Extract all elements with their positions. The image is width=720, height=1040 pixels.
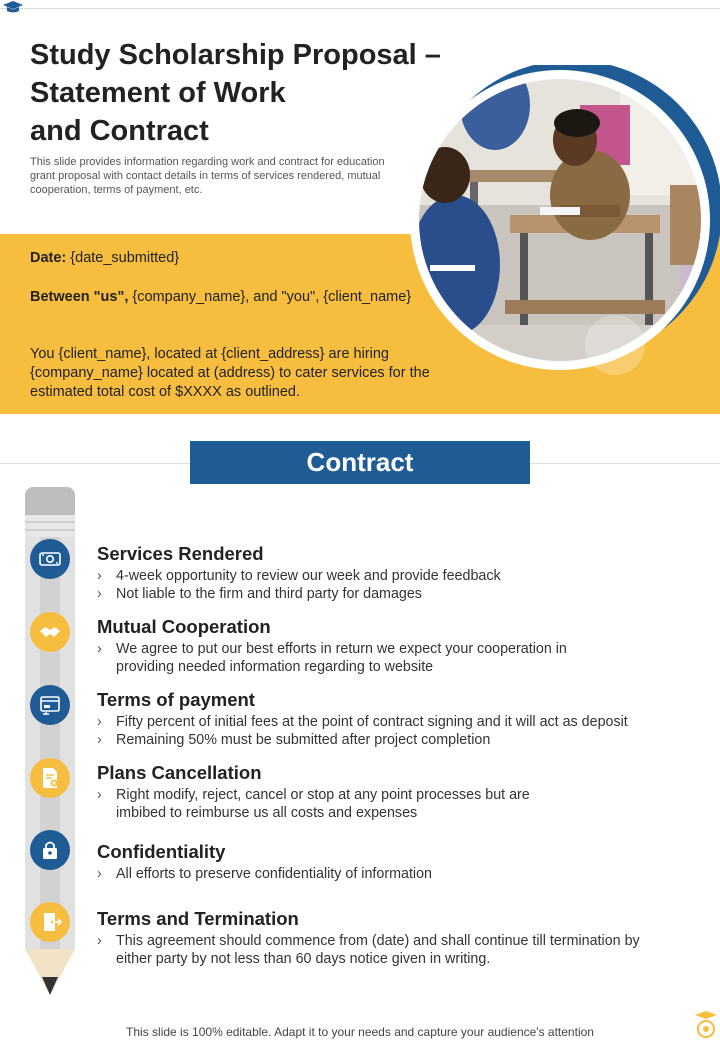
cancel-document-icon [30,758,70,798]
exit-door-icon [30,902,70,942]
item-title-confidentiality: Confidentiality [97,841,226,862]
item-title-services-rendered: Services Rendered [97,543,264,564]
handshake-icon [30,612,70,652]
item-title-terms-and-termination: Terms and Termination [97,908,299,929]
list-item: › Right modify, reject, cancel or stop at any point processes but are imbibed to reimburse us all costs and expenses [97,787,530,821]
lock-icon [30,830,70,870]
item-title-plans-cancellation: Plans Cancellation [97,762,262,783]
list-item: › Not liable to the firm and third party for damages [97,586,422,602]
payment-icon [30,685,70,725]
list-item: › This agreement should commence from (date) and shall continue till termination by either party by not less than 60 days notice given in writing. [97,933,640,967]
top-divider [0,8,720,9]
list-item: › 4-week opportunity to review our week and provide feedback [97,568,501,584]
list-item: › All efforts to preserve confidentiality of information [97,866,433,882]
list-item: › Remaining 50% must be submitted after project completion [97,732,491,748]
list-item: › Fifty percent of initial fees at the point of contract signing and it will act as deposit [97,714,628,730]
graduation-medal-icon [694,1010,718,1040]
date-line: Date: {date_submitted} [30,250,180,266]
money-icon [30,539,70,579]
contract-heading: Contract [190,441,530,484]
hiring-statement: You {client_name}, located at {client_address} are hiring {company_name} located at (address) to cater services for the estimated total cost of $XXXX as outlined. [30,346,430,400]
list-item: › We agree to put our best efforts in return we expect your cooperation in providing needed information regarding to website [97,641,567,675]
item-title-terms-of-payment: Terms of payment [97,689,255,710]
graduation-cap-icon [2,0,24,14]
classroom-photo [400,65,720,385]
page-title: Study Scholarship Proposal – Statement of Work and Contract [30,39,441,147]
page-subtitle: This slide provides information regarding work and contract for education grant proposal with contact details in terms of services rendered, mutual cooperation, terms of payment, etc. [30,156,385,196]
item-title-mutual-cooperation: Mutual Cooperation [97,616,271,637]
between-line: Between "us", {company_name}, and "you", {client_name} [30,289,412,305]
footer-note: This slide is 100% editable. Adapt it to your needs and capture your audience's attention [126,1025,594,1039]
